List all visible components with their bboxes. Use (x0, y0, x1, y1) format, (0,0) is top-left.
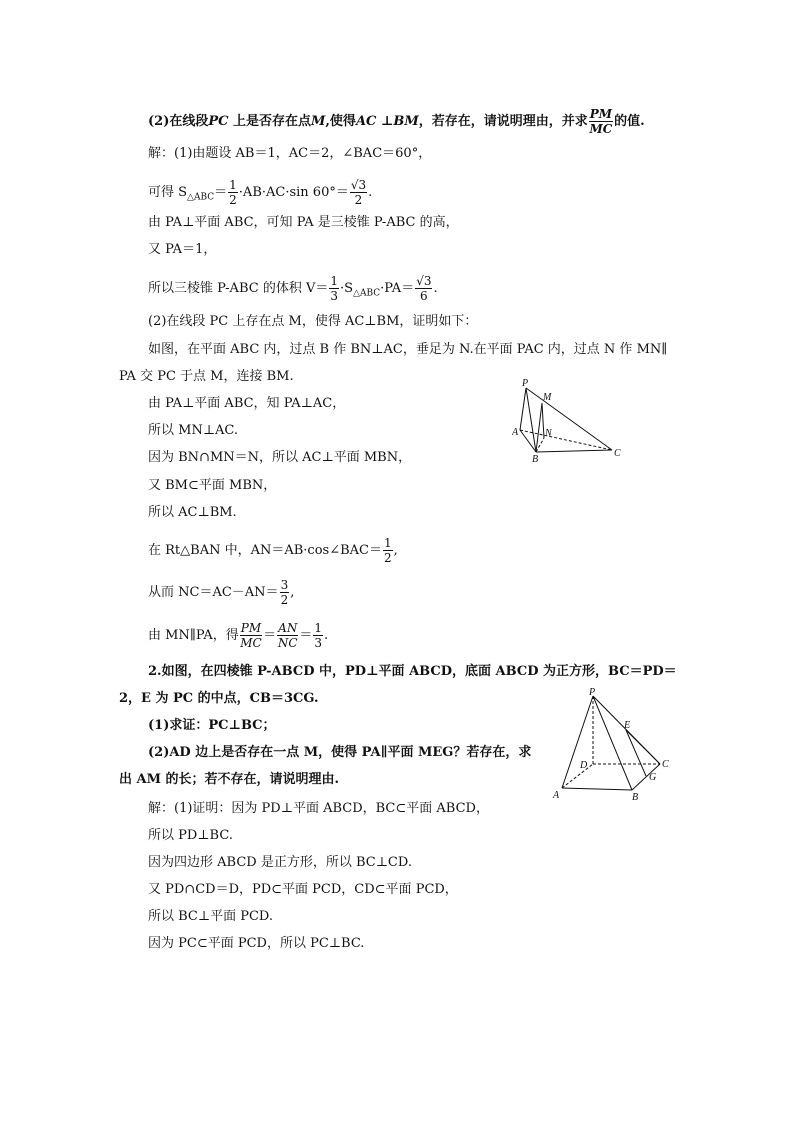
question-2-line-1: 2.如图，在四棱锥 P-ABCD 中，PD⊥平面 ABCD，底面 ABCD 为正方形，BC＝PD＝ (148, 664, 677, 679)
solution-1-line-13: 所以 AC⊥BM. (148, 505, 237, 520)
solution-2-line-1: 解：(1)证明：因为 PD⊥平面 ABCD，BC⊂平面 ABCD， (148, 801, 489, 816)
figure-2-label: C (662, 759, 669, 770)
fraction-pm-mc: $\frac{PM}{MC}$ (589, 107, 613, 136)
solution-2-line-4: 又 PD∩CD＝D，PD⊂平面 PCD，CD⊂平面 PCD， (148, 882, 458, 897)
question-2-line-5: 出 AM 的长；若不存在，请说明理由. (119, 772, 340, 787)
solution-1-line-9: 由 PA⊥平面 ABC，知 PA⊥AC， (148, 396, 346, 411)
solution-2-line-5: 所以 BC⊥平面 PCD. (148, 909, 274, 924)
solution-2-line-2: 所以 PD⊥BC. (148, 828, 233, 843)
figure-2-label: B (632, 792, 639, 802)
solution-1-line-10: 所以 MN⊥AC. (148, 423, 239, 438)
question-2-line-4: (2)AD 边上是否存在一点 M，使得 PA∥平面 MEG？若存在，求 (148, 745, 532, 760)
figure-2-label: A (553, 790, 560, 801)
figure-2-label: P (589, 688, 596, 698)
solution-1-line-14: 在 Rt△BAN 中，AN＝AB·cos∠BAC＝ $\frac{1}{2}$ , (148, 536, 398, 565)
figure-2-label: D (580, 760, 588, 771)
figure-1-label: A (512, 427, 519, 438)
solution-2-line-6: 因为 PC⊂平面 PCD，所以 PC⊥BC. (148, 936, 365, 951)
figure-pyramid-p-abcd (548, 688, 674, 802)
solution-1-line-5: 所以三棱锥 P-ABC 的体积 V＝ $\frac{1}{3}$ $\cdot S_{\triangle ABC}\cdot PA=$ $\frac{√3}{6}$ . (148, 274, 438, 303)
figure-1-label: P (522, 378, 529, 389)
figure-1-label: M (543, 392, 552, 403)
solution-1-line-11: 因为 BN∩MN＝N，所以 AC⊥平面 MBN， (148, 450, 412, 465)
solution-1-line-2: 可得 $S_{\triangle ABC}=$ $\frac{1}{2}$ ·AB·AC·sin 60°＝ $\frac{√3}{2}$ . (148, 178, 373, 207)
question-2-line-2: 2，E 为 PC 的中点，CB＝3CG. (119, 691, 319, 706)
figure-2-label: E (624, 720, 631, 731)
figure-tetrahedron-p-abc (512, 378, 630, 464)
solution-1-line-7: 如图，在平面 ABC 内，过点 B 作 BN⊥AC，垂足为 N.在平面 PAC 内，过点 N 作 MN∥ (148, 342, 668, 357)
figure-1-label: N (545, 428, 552, 439)
figure-1-label: B (532, 454, 539, 464)
solution-2-line-3: 因为四边形 ABCD 是正方形，所以 BC⊥CD. (148, 855, 412, 870)
solution-1-line-4: 又 PA＝1， (148, 242, 217, 257)
figure-1-label: C (614, 448, 621, 459)
solution-1-line-6: (2)在线段 PC 上存在点 M，使得 AC⊥BM，证明如下： (148, 314, 478, 329)
solution-1-line-8: PA 交 PC 于点 M，连接 BM. (119, 369, 294, 384)
solution-1-line-12: 又 BM⊂平面 MBN， (148, 478, 277, 493)
solution-1-line-3: 由 PA⊥平面 ABC，可知 PA 是三棱锥 P-ABC 的高， (148, 215, 459, 230)
figure-2-label: G (649, 772, 657, 783)
solution-1-line-16: 由 MN∥PA，得 $\frac{PM}{MC}$ ＝ $\frac{AN}{NC}$ ＝ $\frac{1}{3}$ . (148, 621, 329, 650)
question-1-part-2: (2)在线段PC 上是否存在点M,使得AC ⊥BM，若存在，请说明理由，并求 $\frac{PM}{MC}$ 的值. (148, 107, 645, 136)
solution-1-line-1: 解：(1)由题设 AB＝1，AC＝2，∠BAC＝60°， (148, 146, 432, 161)
solution-1-line-15: 从而 NC＝AC－AN＝ $\frac{3}{2}$ , (148, 578, 295, 607)
question-2-line-3: (1)求证：PC⊥BC； (148, 718, 276, 733)
